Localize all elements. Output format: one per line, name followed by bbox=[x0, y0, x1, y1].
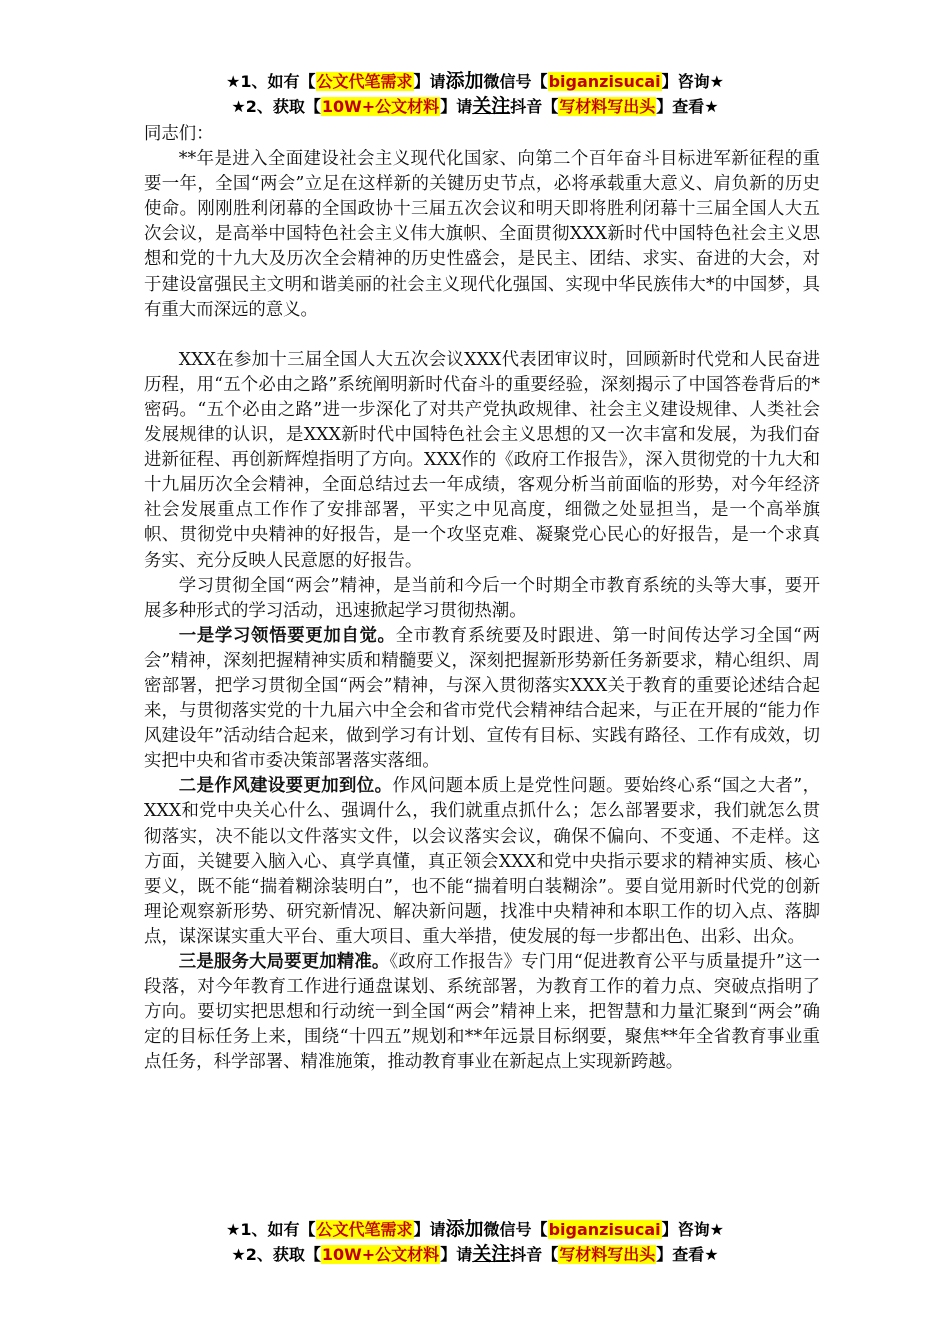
paragraph-3: 学习贯彻全国“两会”精神，是当前和今后一个时期全市教育系统的头等大事，要开展多种形式的学习活动，迅速掀起学习贯彻热潮。 bbox=[144, 575, 820, 621]
paragraph-6-lead: 三是服务大局要更加精准。 bbox=[178, 952, 390, 972]
promo-highlight-douyin: 写材料写出头 bbox=[559, 97, 656, 116]
promo-line-2 bbox=[0, 1242, 950, 1267]
promo-highlight-wechat: biganzisucai bbox=[548, 1220, 661, 1239]
promo-text: ★1、如有【 bbox=[226, 1220, 316, 1239]
promo-highlight: 10W+公文材料 bbox=[321, 1245, 440, 1264]
promo-text: 微信号【 bbox=[483, 1220, 548, 1239]
promo-text: 】咨询★ bbox=[661, 1220, 724, 1239]
promo-highlight: 公文代笔需求 bbox=[316, 1220, 413, 1239]
promo-banner-top bbox=[0, 69, 950, 119]
promo-text: ★1、如有【 bbox=[226, 72, 316, 91]
promo-text: ★2、获取【 bbox=[231, 97, 321, 116]
promo-text: 】请 bbox=[440, 1245, 473, 1264]
promo-text: ★2、获取【 bbox=[231, 1245, 321, 1264]
paragraph-5 bbox=[144, 774, 820, 950]
promo-emphasis: 添加 bbox=[445, 1218, 484, 1240]
paragraph-1: **年是进入全面建设社会主义现代化国家、向第二个百年奋斗目标进军新征程的重要一年，全国“两会”立足在这样新的关键历史节点，必将承载重大意义、肩负新的历史使命。刚刚胜利闭幕的全国政协十三届五次会议和明天即将胜利闭幕十三届全国人大五次会议，是高举中国特色社会主义伟大旗帜、全面贯彻XXX新时代中国特色社会主义思想和党的十九大及历次全会精神的历史性盛会，是民主、团结、求实、奋进的大会，对于建设富强民主文明和谐美丽的社会主义现代化强国、实现中华民族伟大*的中国梦，具有重大而深远的意义。 bbox=[144, 149, 820, 320]
promo-highlight: 10W+公文材料 bbox=[321, 97, 440, 116]
promo-text: 】查看★ bbox=[656, 97, 719, 116]
promo-text: 】请 bbox=[413, 72, 446, 91]
promo-line-2 bbox=[0, 94, 950, 119]
paragraph-5-text: 作风问题本质上是党性问题。要始终心系“国之大者”，XXX和党中央关心什么、强调什么，我们就重点抓什么；怎么部署要求，我们就怎么贯彻落实，决不能以文件落实文件，以会议落实会议，确保不偏向、不变通、不走样。这方面，关键要入脑入心、真学真懂，真正领会XXX和党中央指示要求的精神实质、核心要义，既不能“揣着糊涂装明白”，也不能“揣着明白装糊涂”。要自觉用新时代党的创新理论观察新形势、研究新情况、解决新问题，找准中央精神和本职工作的切入点、落脚点，谋深谋实重大平台、重大项目、重大举措，使发展的每一步都出色、出彩、出众。 bbox=[144, 776, 820, 947]
promo-emphasis: 关注 bbox=[472, 95, 511, 117]
promo-text: 抖音【 bbox=[510, 1245, 559, 1264]
paragraph-4-text: 全市教育系统要及时跟进、第一时间传达学习全国“两会”精神，深刻把握精神实质和精髓要义，深刻把握新形势新任务新要求，精心组织、周密部署，把学习贯彻全国“两会”精神，与深入贯彻落实XXX关于教育的重要论述结合起来，与贯彻落实党的十九届六中全会和省市党代会精神结合起来，与正在开展的“能力作风建设年”活动结合起来，做到学习有计划、宣传有目标、实践有路径、工作有成效，切实把中央和省市委决策部署落实落细。 bbox=[144, 625, 820, 772]
promo-emphasis: 添加 bbox=[445, 70, 484, 92]
paragraph-4 bbox=[144, 624, 820, 775]
promo-highlight-wechat: biganzisucai bbox=[548, 72, 661, 91]
promo-text: 抖音【 bbox=[510, 97, 559, 116]
promo-banner-bottom bbox=[0, 1217, 950, 1267]
paragraph-2: XXX在参加十三届全国人大五次会议XXX代表团审议时，回顾新时代党和人民奋进历程，用“五个必由之路”系统阐明新时代奋斗的重要经验，深刻揭示了中国答卷背后的*密码。“五个必由之路”进一步深化了对共产党执政规律、社会主义建设规律、人类社会发展规律的认识，是XXX新时代中国特色社会主义思想的又一次丰富和发展，为我们奋进新征程、再创新辉煌指明了方向。XXX作的《政府工作报告》，深入贯彻党的十九大和十九届历次全会精神，全面总结过去一年成绩，客观分析当前面临的形势，对今年经济社会发展重点工作作了安排部署，平实之中见高度，细微之处显担当，是一个高举旗帜、贯彻党中央精神的好报告，是一个攻坚克难、凝聚党心民心的好报告，是一个求真务实、充分反映人民意愿的好报告。 bbox=[144, 349, 820, 571]
promo-line-1 bbox=[0, 1217, 950, 1242]
promo-text: 】咨询★ bbox=[661, 72, 724, 91]
greeting: 同志们： bbox=[144, 124, 214, 144]
paragraph-6-text: 《政府工作报告》专门用“促进教育公平与质量提升”这一段落，对今年教育工作进行通盘谋划、系统部署，为教育工作的着力点、突破点指明了方向。要切实把思想和行动统一到全国“两会”精神上来，把智慧和力量汇聚到“两会”确定的目标任务上来，围绕“十四五”规划和**年远景目标纲要，聚焦**年全省教育事业重点任务，科学部署、精准施策，推动教育事业在新起点上实现新跨越。 bbox=[144, 952, 820, 1073]
promo-text: 】查看★ bbox=[656, 1245, 719, 1264]
document-body bbox=[144, 122, 820, 1075]
paragraph-5-lead: 二是作风建设要更加到位。 bbox=[178, 776, 393, 797]
promo-text: 微信号【 bbox=[483, 72, 548, 91]
paragraph-6 bbox=[144, 950, 820, 1075]
promo-emphasis: 关注 bbox=[472, 1243, 511, 1265]
promo-line-1 bbox=[0, 69, 950, 94]
promo-highlight-douyin: 写材料写出头 bbox=[559, 1245, 656, 1264]
promo-highlight: 公文代笔需求 bbox=[316, 72, 413, 91]
promo-text: 】请 bbox=[413, 1220, 446, 1239]
paragraph-4-lead: 一是学习领悟要更加自觉。 bbox=[178, 625, 396, 646]
promo-text: 】请 bbox=[440, 97, 473, 116]
